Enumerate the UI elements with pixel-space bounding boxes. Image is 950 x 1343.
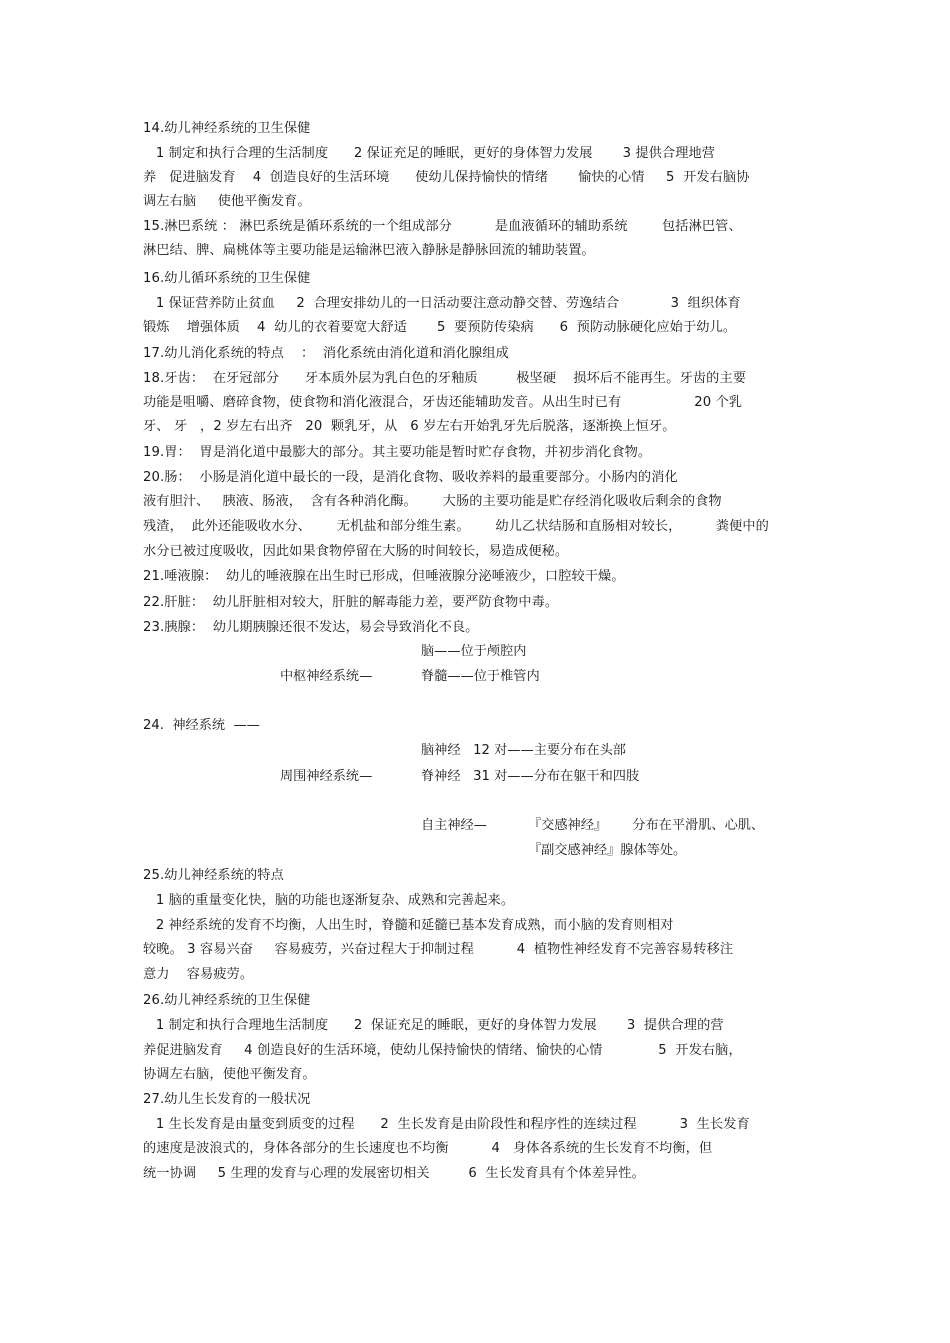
heading-23: 23.胰腺： 幼儿期胰腺还很不发达，易会导致消化不良。 xyxy=(143,620,479,635)
diagram-autonomic: 自主神经— xyxy=(421,818,487,833)
diagram-cns: 中枢神经系统— xyxy=(280,669,373,684)
text-line: 1 制定和执行合理的生活制度 2 保证充足的睡眠，更好的身体智力发展 3 提供合理地营 xyxy=(143,146,716,161)
text-line: 1 保证营养防止贫血 2 合理安排幼儿的一日活动要注意动静交替、劳逸结合 3 组织体育 xyxy=(143,296,741,311)
heading-20: 20.肠： 小肠是消化道中最长的一段，是消化食物、吸收养料的最重要部分。小肠内的消化 xyxy=(143,470,678,485)
heading-19: 19.胃： 胃是消化道中最膨大的部分。其主要功能是暂时贮存食物，并初步消化食物。 xyxy=(143,445,652,460)
diagram-spinal-cord: 脊髓——位于椎管内 xyxy=(421,669,540,684)
text-line: 统一协调 5 生理的发育与心理的发展密切相关 6 生长发育具有个体差异性。 xyxy=(143,1166,645,1181)
text-line: 养 促进脑发育 4 创造良好的生活环境 使幼儿保持愉快的情绪 愉快的心情 5 开发右脑协 xyxy=(143,170,750,185)
text-line: 锻炼 增强体质 4 幼儿的衣着要宽大舒适 5 要预防传染病 6 预防动脉硬化应始于幼儿。 xyxy=(143,320,737,335)
heading-15: 15.淋巴系统 ： 淋巴系统是循环系统的一个组成部分 是血液循环的辅助系统 包括淋巴管、 xyxy=(143,219,742,234)
heading-16: 16.幼儿循环系统的卫生保健 xyxy=(143,271,311,286)
diagram-parasympathetic: 『副交感神经』腺体等处。 xyxy=(528,843,687,858)
text-line: 的速度是波浪式的，身体各部分的生长速度也不均衡 4 身体各系统的生长发育不均衡，但 xyxy=(143,1141,713,1156)
text-line: 水分已被过度吸收，因此如果食物停留在大肠的时间较长，易造成便秘。 xyxy=(143,544,569,559)
text-line: 残渣， 此外还能吸收水分、 无机盐和部分维生素。 幼儿乙状结肠和直肠相对较长， 粪便中的 xyxy=(143,519,769,534)
text-line: 较晚。 3 容易兴奋 容易疲劳，兴奋过程大于抑制过程 4 植物性神经发育不完善容易转移注 xyxy=(143,942,734,957)
text-line: 养促进脑发育 4 创造良好的生活环境，使幼儿保持愉快的情绪、愉快的心情 5 开发右脑， xyxy=(143,1043,742,1058)
heading-26: 26.幼儿神经系统的卫生保健 xyxy=(143,993,311,1008)
diagram-spinal-nerves: 脊神经 31 对——分布在躯干和四肢 xyxy=(421,769,640,784)
heading-14: 14.幼儿神经系统的卫生保健 xyxy=(143,121,311,136)
heading-24: 24. 神经系统 —— xyxy=(143,718,260,733)
heading-18: 18.牙齿： 在牙冠部分 牙本质外层为乳白色的牙釉质 极坚硬 损坏后不能再生。牙齿的主要 xyxy=(143,371,747,386)
text-line: 2 神经系统的发育不均衡，人出生时，脊髓和延髓已基本发育成熟，而小脑的发育则相对 xyxy=(143,918,674,933)
text-line: 协调左右脑，使他平衡发育。 xyxy=(143,1067,316,1082)
heading-25: 25.幼儿神经系统的特点 xyxy=(143,868,284,883)
diagram-brain: 脑——位于颅腔内 xyxy=(421,644,527,659)
text-line: 调左右脑 使他平衡发育。 xyxy=(143,194,311,209)
text-line: 功能是咀嚼、磨碎食物，使食物和消化液混合，牙齿还能辅助发音。从出生时已有 20 个乳 xyxy=(143,395,743,410)
diagram-sympathetic: 『交感神经』 分布在平滑肌、心肌、 xyxy=(528,818,765,833)
heading-27: 27.幼儿生长发育的一般状况 xyxy=(143,1092,311,1107)
text-line: 淋巴结、脾、扁桃体等主要功能是运输淋巴液入静脉是静脉回流的辅助装置。 xyxy=(143,243,595,258)
text-line: 1 制定和执行合理地生活制度 2 保证充足的睡眠，更好的身体智力发展 3 提供合理的营 xyxy=(143,1018,724,1033)
text-line: 1 脑的重量变化快，脑的功能也逐渐复杂、成熟和完善起来。 xyxy=(143,893,515,908)
diagram-pns: 周围神经系统— xyxy=(280,769,373,784)
text-line: 液有胆汁、 胰液、肠液， 含有各种消化酶。 大肠的主要功能是贮存经消化吸收后剩余的食物 xyxy=(143,494,722,509)
heading-22: 22.肝脏： 幼儿肝脏相对较大，肝脏的解毒能力差，要严防食物中毒。 xyxy=(143,595,559,610)
text-line: 意力 容易疲劳。 xyxy=(143,967,254,982)
text-line: 1 生长发育是由量变到质变的过程 2 生长发育是由阶段性和程序性的连续过程 3 生长发育 xyxy=(143,1117,750,1132)
heading-17: 17.幼儿消化系统的特点 ： 消化系统由消化道和消化腺组成 xyxy=(143,346,509,361)
text-line: 牙、 牙 ，2 岁左右出齐 20 颗乳牙，从 6 岁左右开始乳牙先后脱落，逐渐换上恒牙。 xyxy=(143,419,676,434)
heading-21: 21.唾液腺： 幼儿的唾液腺在出生时已形成，但唾液腺分泌唾液少，口腔较干燥。 xyxy=(143,569,625,584)
diagram-cranial-nerves: 脑神经 12 对——主要分布在头部 xyxy=(421,743,626,758)
